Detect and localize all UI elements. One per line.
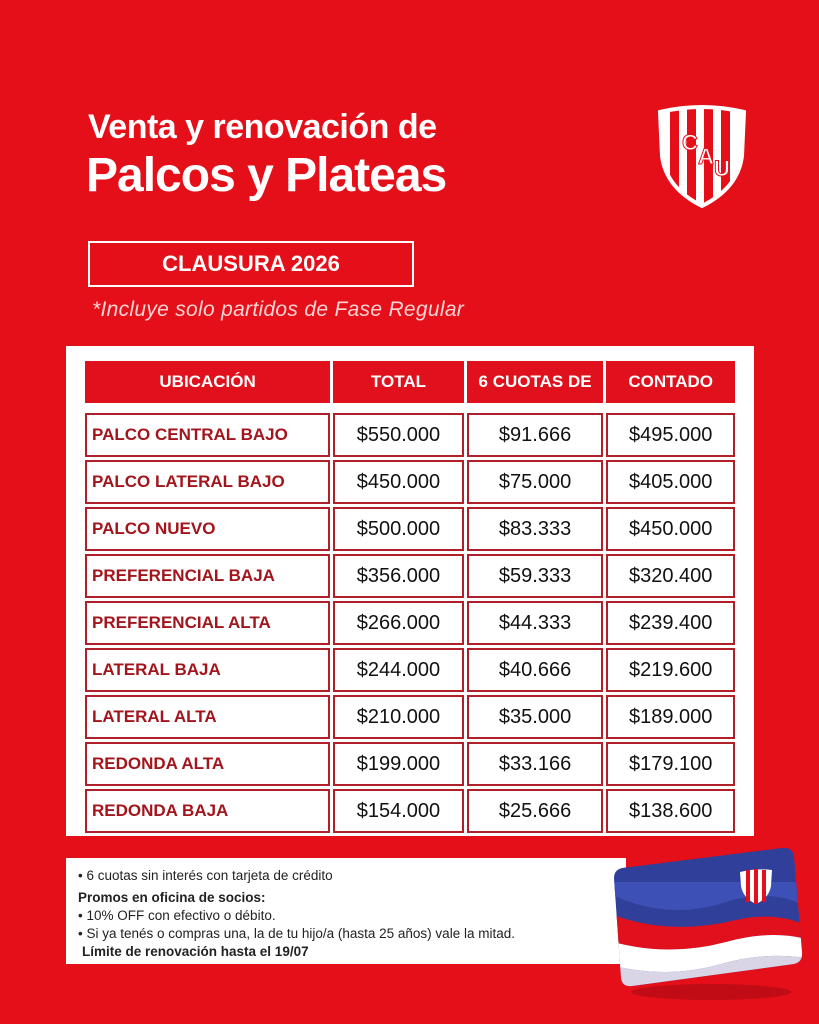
table-row xyxy=(85,789,735,833)
fase-regular-note: *Incluye solo partidos de Fase Regular xyxy=(92,298,465,321)
cell-contado: $189.000 xyxy=(606,695,735,739)
cell-total: $210.000 xyxy=(333,695,464,739)
header-total: TOTAL xyxy=(333,361,464,403)
season-badge xyxy=(88,241,414,287)
promo-efectivo: • 10% OFF con efectivo o débito. xyxy=(78,908,276,923)
club-crest-icon xyxy=(654,104,750,208)
crest-letter-u: U xyxy=(714,156,730,181)
renewal-deadline: Límite de renovación hasta el 19/07 xyxy=(82,944,309,959)
promo-hijo: • Si ya tenés o compras una, la de tu hijo/a (hasta 25 años) vale la mitad. xyxy=(78,926,515,941)
table-row xyxy=(85,648,735,692)
cell-contado: $239.400 xyxy=(606,601,735,645)
table-row xyxy=(85,507,735,551)
header-cuotas: 6 CUOTAS DE xyxy=(467,361,604,403)
cell-contado: $450.000 xyxy=(606,507,735,551)
info-cuotas: • 6 cuotas sin interés con tarjeta de crédito xyxy=(78,868,333,883)
cell-total: $266.000 xyxy=(333,601,464,645)
cell-total: $199.000 xyxy=(333,742,464,786)
cell-cuotas: $59.333 xyxy=(467,554,604,598)
cell-total: $154.000 xyxy=(333,789,464,833)
cell-ubicacion: PALCO LATERAL BAJO xyxy=(85,460,330,504)
cell-ubicacion: LATERAL BAJA xyxy=(85,648,330,692)
cell-ubicacion: REDONDA BAJA xyxy=(85,789,330,833)
table-row xyxy=(85,695,735,739)
cell-ubicacion: PALCO NUEVO xyxy=(85,507,330,551)
cell-contado: $219.600 xyxy=(606,648,735,692)
title-line-1: Venta y renovación de xyxy=(88,108,437,146)
cell-total: $550.000 xyxy=(333,413,464,457)
cell-cuotas: $83.333 xyxy=(467,507,604,551)
cell-contado: $179.100 xyxy=(606,742,735,786)
table-row xyxy=(85,460,735,504)
cell-cuotas: $44.333 xyxy=(467,601,604,645)
price-table-card xyxy=(66,346,754,836)
cell-total: $244.000 xyxy=(333,648,464,692)
table-row xyxy=(85,742,735,786)
cell-ubicacion: LATERAL ALTA xyxy=(85,695,330,739)
promos-title: Promos en oficina de socios: xyxy=(78,890,266,905)
cell-ubicacion: REDONDA ALTA xyxy=(85,742,330,786)
table-body xyxy=(85,406,735,833)
table-row xyxy=(85,601,735,645)
cell-contado: $320.400 xyxy=(606,554,735,598)
cell-contado: $405.000 xyxy=(606,460,735,504)
season-label: CLAUSURA 2026 xyxy=(162,251,340,276)
cell-cuotas: $25.666 xyxy=(467,789,604,833)
cell-total: $356.000 xyxy=(333,554,464,598)
table-spacer xyxy=(85,406,735,410)
table-row xyxy=(85,554,735,598)
crest-letter-a: A xyxy=(698,144,714,169)
info-box xyxy=(66,858,626,964)
header-contado: CONTADO xyxy=(606,361,735,403)
cell-cuotas: $33.166 xyxy=(467,742,604,786)
cell-cuotas: $91.666 xyxy=(467,413,604,457)
cell-ubicacion: PREFERENCIAL BAJA xyxy=(85,554,330,598)
cell-total: $450.000 xyxy=(333,460,464,504)
cell-ubicacion: PALCO CENTRAL BAJO xyxy=(85,413,330,457)
cell-total: $500.000 xyxy=(333,507,464,551)
cell-ubicacion: PREFERENCIAL ALTA xyxy=(85,601,330,645)
crest-letter-c: C xyxy=(682,130,698,155)
cell-cuotas: $35.000 xyxy=(467,695,604,739)
table-header-row xyxy=(85,361,735,403)
title-line-2: Palcos y Plateas xyxy=(86,149,447,202)
table-row xyxy=(85,413,735,457)
cell-cuotas: $40.666 xyxy=(467,648,604,692)
cell-contado: $138.600 xyxy=(606,789,735,833)
price-table xyxy=(82,358,738,836)
cell-contado: $495.000 xyxy=(606,413,735,457)
cell-cuotas: $75.000 xyxy=(467,460,604,504)
membership-card-icon xyxy=(606,842,806,1002)
header-ubicacion: UBICACIÓN xyxy=(85,361,330,403)
